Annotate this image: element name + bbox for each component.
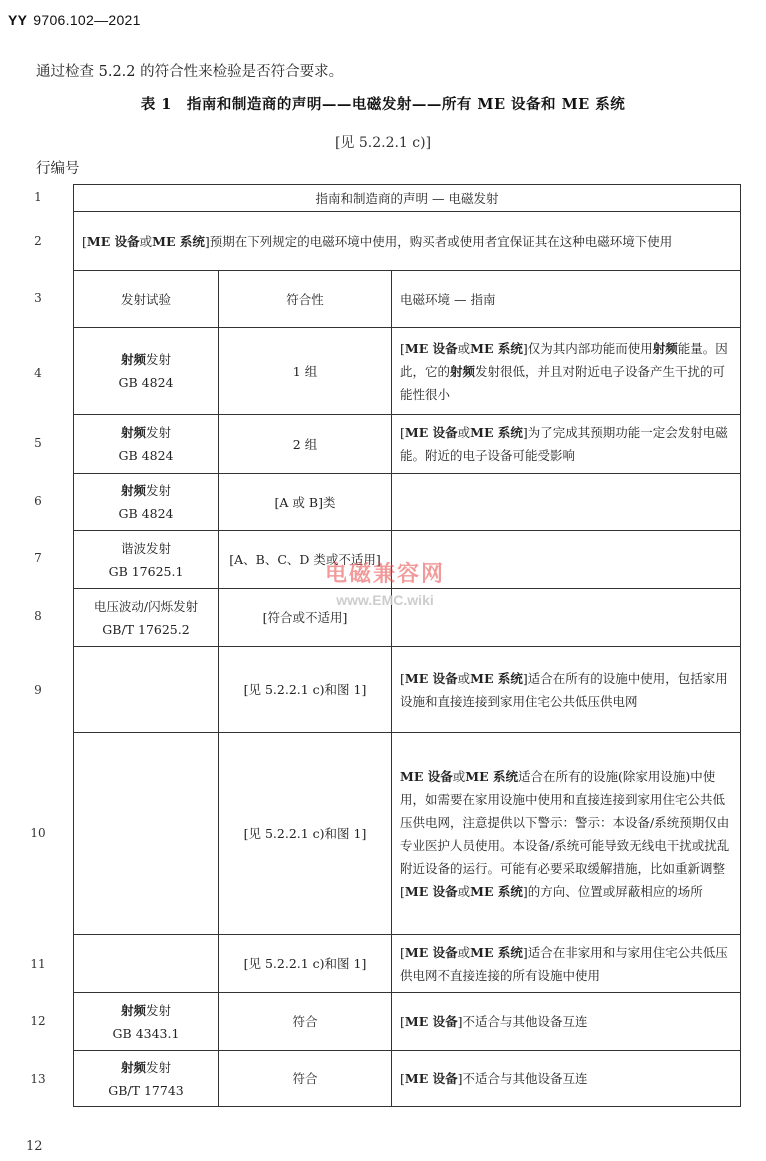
row-number-header: 行编号: [36, 161, 80, 177]
table-row: [74, 993, 741, 1051]
emission-test-cell: 射频发射 GB/T 17743: [74, 1051, 219, 1107]
row-number: 7: [34, 551, 42, 565]
row-number: 12: [30, 1014, 46, 1028]
row-number: 3: [34, 291, 42, 305]
environment-guidance-cell: [392, 531, 741, 589]
row-number: 2: [34, 234, 42, 248]
table-row: [74, 733, 741, 935]
emission-test-cell: 射频发射 GB 4824: [74, 415, 219, 474]
emission-test-cell: 电压波动/闪烁发射 GB/T 17625.2: [74, 589, 219, 647]
table-row: [74, 531, 741, 589]
environment-guidance-cell: ME 设备或ME 系统适合在所有的设施(除家用设施)中使用，如需要在家用设施中使用和直接连接到家用住宅公共低压供电网，注意提供以下警示：警示：本设备/系统预期仅由专业医护人员使用。本设备/系统可能导致无线电干扰或扰乱附近设备的运行。可能有必要采取缓解措施，比如重新调整[ME 设备或ME 系统]的方向、位置或屏蔽相应的场所: [392, 733, 741, 935]
row-number: 4: [34, 366, 42, 380]
table-row: [74, 589, 741, 647]
table-row: [74, 271, 741, 328]
emission-test-cell: 射频发射 GB 4824: [74, 328, 219, 415]
environment-guidance-cell: [392, 589, 741, 647]
column-header-environment: 电磁环境 — 指南: [392, 271, 741, 328]
table-row: [74, 1051, 741, 1107]
environment-guidance-cell: [ME 设备或ME 系统]为了完成其预期功能一定会发射电磁能。附近的电子设备可能受影响: [392, 415, 741, 474]
emission-test-cell: [74, 935, 219, 993]
emission-test-cell: 射频发射 GB 4343.1: [74, 993, 219, 1051]
environment-guidance-cell: [ME 设备或ME 系统]适合在非家用和与家用住宅公共低压供电网不直接连接的所有设施中使用: [392, 935, 741, 993]
row-number: 6: [34, 494, 42, 508]
emission-test-cell: [74, 733, 219, 935]
environment-guidance-cell: [392, 474, 741, 531]
compliance-cell: [符合或不适用]: [219, 589, 392, 647]
emission-test-cell: 谐波发射 GB 17625.1: [74, 531, 219, 589]
table-row: [74, 328, 741, 415]
emission-declaration-table: [73, 184, 741, 1107]
row-number: 9: [34, 683, 42, 697]
environment-guidance-cell: [ME 设备]不适合与其他设备互连: [392, 1051, 741, 1107]
watermark-url: www.EMC.wiki: [336, 592, 434, 608]
intro-paragraph: 通过检查 5.2.2 的符合性来检验是否符合要求。: [36, 64, 344, 80]
row-number: 1: [34, 190, 42, 204]
table-heading-cell: 指南和制造商的声明 — 电磁发射: [74, 185, 741, 212]
compliance-cell: 符合: [219, 1051, 392, 1107]
table-row: [74, 647, 741, 733]
column-header-compliance: 符合性: [219, 271, 392, 328]
compliance-cell: 2 组: [219, 415, 392, 474]
environment-guidance-cell: [ME 设备或ME 系统]仅为其内部功能而使用射频能量。因此，它的射频发射很低，并且对附近电子设备产生干扰的可能性很小: [392, 328, 741, 415]
table-row: [74, 415, 741, 474]
table-row: [74, 474, 741, 531]
compliance-cell: 符合: [219, 993, 392, 1051]
standard-prefix: YY: [8, 12, 28, 28]
compliance-cell: [见 5.2.2.1 c)和图 1]: [219, 935, 392, 993]
table-title: 表 1 指南和制造商的声明——电磁发射——所有 ME 设备和 ME 系统: [140, 96, 626, 113]
intended-use-cell: [ME 设备或ME 系统]预期在下列规定的电磁环境中使用，购买者或使用者宜保证其在这种电磁环境下使用: [74, 212, 741, 271]
standard-number: 9706.102—2021: [33, 12, 141, 28]
row-number: 13: [30, 1072, 46, 1086]
compliance-cell: [见 5.2.2.1 c)和图 1]: [219, 733, 392, 935]
compliance-cell: [A 或 B]类: [219, 474, 392, 531]
page-number: 12: [26, 1139, 43, 1154]
emission-test-cell: 射频发射 GB 4824: [74, 474, 219, 531]
compliance-cell: [A、B、C、D 类或不适用]: [219, 531, 392, 589]
table-row: [74, 212, 741, 271]
table-row: [74, 185, 741, 212]
table-row: [74, 935, 741, 993]
row-number: 8: [34, 609, 42, 623]
row-number: 5: [34, 436, 42, 450]
row-number: 10: [30, 826, 46, 840]
compliance-cell: [见 5.2.2.1 c)和图 1]: [219, 647, 392, 733]
table-subtitle: [见 5.2.2.1 c)]: [334, 135, 432, 151]
column-header-emission-test: 发射试验: [74, 271, 219, 328]
standard-header: [8, 12, 141, 28]
environment-guidance-cell: [ME 设备或ME 系统]适合在所有的设施中使用，包括家用设施和直接连接到家用住宅公共低压供电网: [392, 647, 741, 733]
emission-test-cell: [74, 647, 219, 733]
watermark-text: 电磁兼容网: [324, 562, 445, 587]
environment-guidance-cell: [ME 设备]不适合与其他设备互连: [392, 993, 741, 1051]
row-number: 11: [30, 957, 46, 971]
compliance-cell: 1 组: [219, 328, 392, 415]
